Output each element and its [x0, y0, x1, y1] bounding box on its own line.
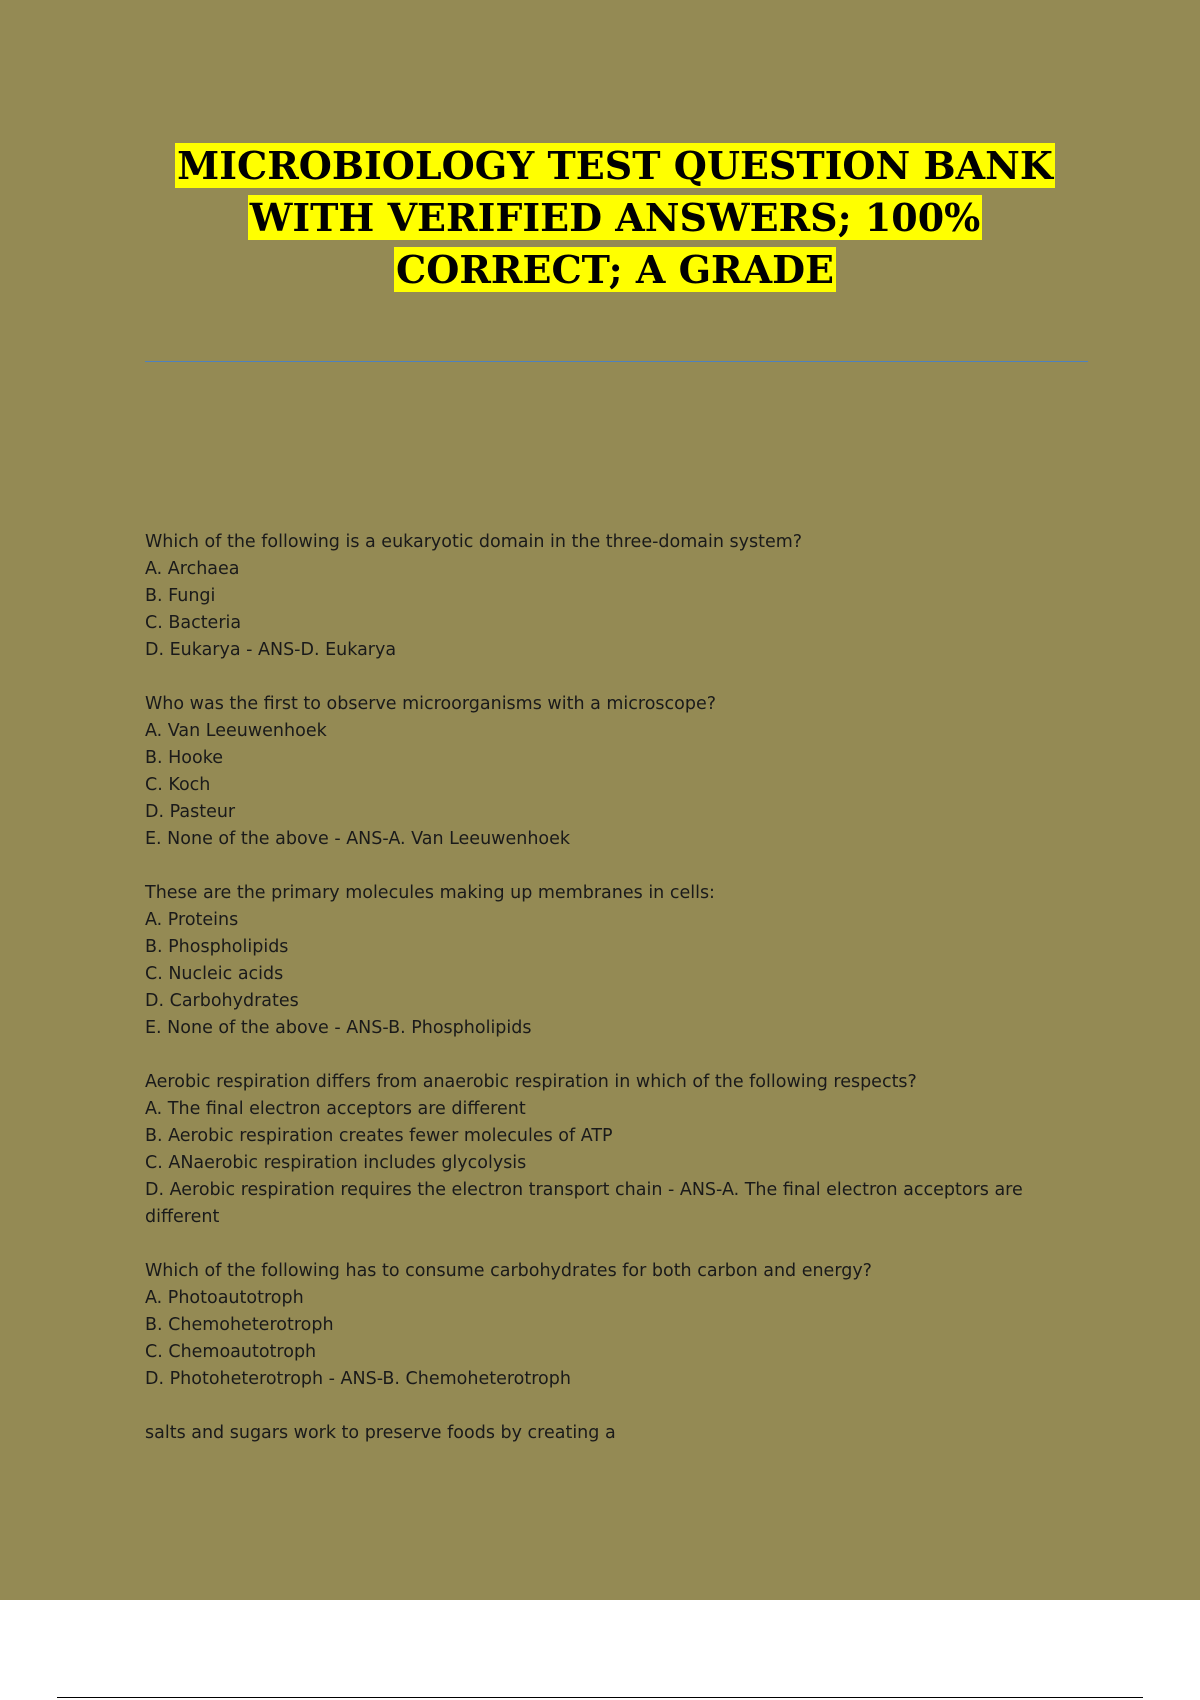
- question-prompt: These are the primary molecules making up membranes in cells:: [145, 883, 715, 903]
- answer-option: D. Carbohydrates: [145, 991, 299, 1011]
- answer-option: C. ANaerobic respiration includes glycolysis: [145, 1153, 527, 1173]
- answer-option: A. Van Leeuwenhoek: [145, 721, 327, 741]
- question-prompt: salts and sugars work to preserve foods by creating a: [145, 1423, 616, 1443]
- answer-option-with-key: D. Eukarya - ANS-D. Eukarya: [145, 640, 397, 660]
- question-block: [145, 880, 1080, 1042]
- question-block: [145, 1420, 1080, 1447]
- question-prompt: Which of the following is a eukaryotic domain in the three-domain system?: [145, 532, 803, 552]
- answer-option: B. Aerobic respiration creates fewer molecules of ATP: [145, 1126, 613, 1146]
- answer-option: D. Pasteur: [145, 802, 236, 822]
- document-title: [130, 140, 1100, 296]
- question-block: [145, 691, 1080, 853]
- answer-option-with-key: D. Photoheterotroph - ANS-B. Chemoheterotroph: [145, 1369, 571, 1389]
- answer-option: C. Nucleic acids: [145, 964, 284, 984]
- question-list: [145, 529, 1080, 1474]
- answer-option: A. Photoautotroph: [145, 1288, 304, 1308]
- answer-option-with-key: E. None of the above - ANS-B. Phospholipids: [145, 1018, 532, 1038]
- answer-option: A. The final electron acceptors are different: [145, 1099, 526, 1119]
- answer-option: C. Koch: [145, 775, 211, 795]
- answer-option: B. Phospholipids: [145, 937, 289, 957]
- question-prompt: Which of the following has to consume carbohydrates for both carbon and energy?: [145, 1261, 872, 1281]
- answer-option: B. Fungi: [145, 586, 216, 606]
- title-divider: [145, 361, 1088, 362]
- question-block: [145, 1258, 1080, 1393]
- answer-option: A. Archaea: [145, 559, 240, 579]
- question-block: [145, 529, 1080, 664]
- answer-option: B. Hooke: [145, 748, 223, 768]
- question-prompt: Aerobic respiration differs from anaerobic respiration in which of the following respects?: [145, 1072, 917, 1092]
- title-highlight: MICROBIOLOGY TEST QUESTION BANK WITH VERIFIED ANSWERS; 100% CORRECT; A GRADE: [177, 143, 1053, 292]
- answer-option-with-key: E. None of the above - ANS-A. Van Leeuwenhoek: [145, 829, 571, 849]
- question-prompt: Who was the first to observe microorganisms with a microscope?: [145, 694, 717, 714]
- answer-option: C. Chemoautotroph: [145, 1342, 317, 1362]
- answer-option: B. Chemoheterotroph: [145, 1315, 334, 1335]
- footer-divider: [57, 1697, 1143, 1698]
- question-block: [145, 1069, 1080, 1231]
- answer-option-with-key: D. Aerobic respiration requires the electron transport chain - ANS-A. The final electron acceptors are different: [145, 1180, 1023, 1227]
- answer-option: C. Bacteria: [145, 613, 242, 633]
- answer-option: A. Proteins: [145, 910, 239, 930]
